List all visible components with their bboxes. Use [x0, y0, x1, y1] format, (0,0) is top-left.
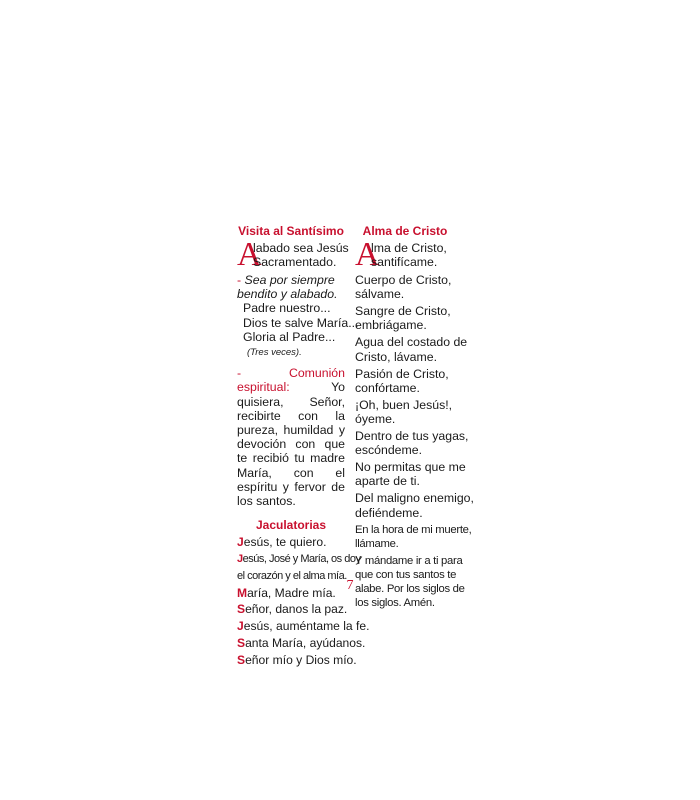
comunion-espiritual	[237, 366, 345, 508]
opening-line-2: Sacramentado.	[253, 255, 337, 269]
jaculatoria-line: Jesús, auméntame la fe.	[237, 619, 370, 634]
jaculatoria-line: Jesús, te quiero.	[237, 535, 327, 550]
response-line-1	[237, 273, 345, 287]
response-dash: -	[237, 273, 242, 287]
visita-opening	[237, 236, 349, 273]
alma-opening	[355, 236, 455, 273]
alma-title: Alma de Cristo	[362, 224, 448, 238]
response-text-1: Sea por siempre	[244, 273, 335, 287]
invocation: Cuerpo de Cristo, sálvame.	[355, 273, 452, 302]
drop-cap: A	[237, 236, 262, 273]
jaculatoria-line: Señor, danos la paz.	[237, 602, 348, 617]
invocation: Pasión de Cristo, confórtame.	[355, 366, 449, 395]
right-column	[355, 224, 474, 613]
response-line-2: bendito y alabado.	[237, 287, 338, 302]
times-note: (Tres veces).	[247, 347, 302, 359]
invocation: Y mándame ir a ti para que con tus santos te alabe. Por los siglos de los siglos. Amén.	[355, 554, 465, 610]
invocation: En la hora de mi muerte, llámame.	[355, 523, 472, 550]
comunion-title: Comunión espiritual:	[237, 366, 345, 395]
invocation: Agua del costado de Cristo, lávame.	[355, 335, 468, 364]
drop-cap: A	[355, 236, 380, 273]
jaculatoria-line: el corazón y el alma mía.	[237, 569, 347, 582]
invocation: ¡Oh, buen Jesús!, óyeme.	[355, 397, 453, 427]
prayer-line: Dios te salve María...	[243, 315, 359, 330]
jaculatoria-line: Jesús, José y María, os doy	[237, 553, 361, 566]
invocation: Sangre de Cristo, embriágame.	[355, 304, 451, 333]
comunion-text: Yo quisiera, Señor, recibirte con la pureza, humildad y devoción con que te recibió tu madre María, con el espíritu y fervor de los santos.	[237, 380, 345, 509]
invocation: Dentro de tus yagas, escóndeme.	[355, 429, 469, 458]
comunion-dash: -	[237, 366, 242, 381]
prayer-line: Padre nuestro...	[243, 301, 331, 316]
invocation: Del maligno enemigo, defiéndeme.	[355, 491, 474, 520]
jaculatoria-line: Santa María, ayúdanos.	[237, 636, 366, 651]
jaculatoria-line: Señor mío y Dios mío.	[237, 652, 357, 667]
page-number: 7	[346, 578, 354, 593]
opening-line-1: labado sea Jesús	[253, 241, 349, 255]
jaculatorias-title: Jaculatorias	[255, 518, 327, 533]
jaculatoria-line: María, Madre mía.	[237, 585, 336, 600]
prayer-line: Gloria al Padre...	[243, 329, 336, 344]
visita-title: Visita al Santísimo	[238, 224, 344, 238]
left-column	[237, 224, 370, 670]
opening-line-2: santifícame.	[371, 255, 438, 269]
opening-line-1: lma de Cristo,	[371, 241, 447, 255]
invocation: No permitas que me aparte de ti.	[355, 460, 466, 489]
